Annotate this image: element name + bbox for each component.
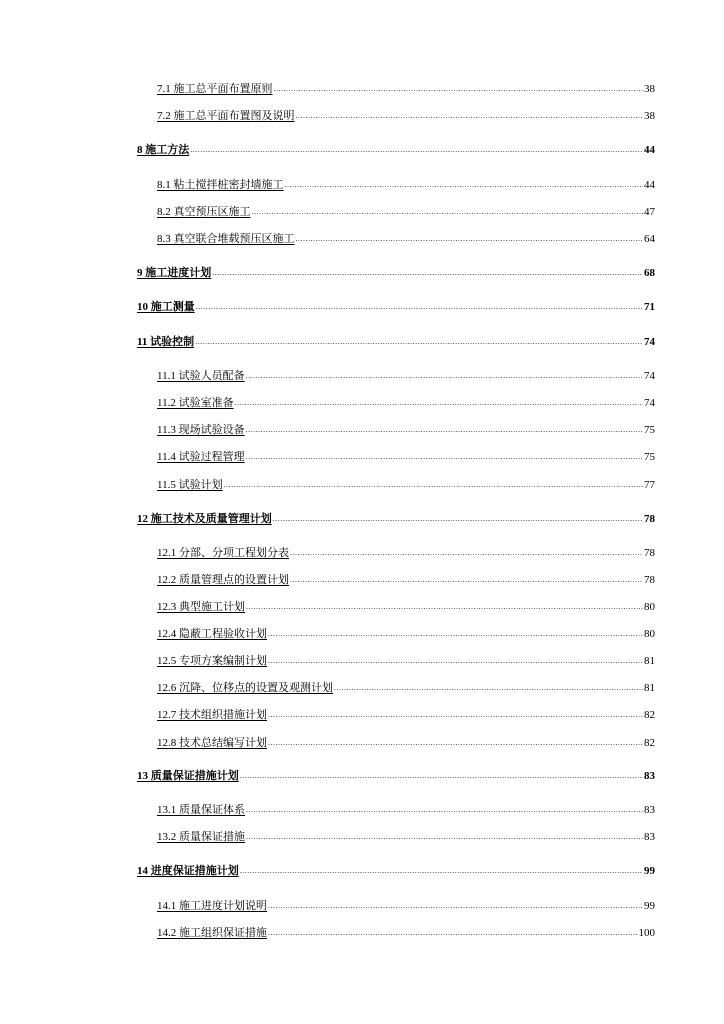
dot-leader — [212, 268, 643, 280]
toc-entry-page: 100 — [638, 927, 655, 939]
toc-entry-page: 83 — [644, 770, 655, 782]
toc-entry-title: 7.1 施工总平面布置原则 — [157, 83, 273, 95]
toc-entry-11[interactable] — [137, 333, 655, 349]
toc-entry-title: 12.5 专项方案编制计划 — [157, 655, 267, 667]
dot-leader — [246, 602, 643, 614]
toc-entry-page: 68 — [644, 267, 655, 279]
toc-entry-title: 12.2 质量管理点的设置计划 — [157, 574, 289, 586]
dot-leader — [273, 514, 643, 526]
toc-entry-title: 12.7 技术组织措施计划 — [157, 709, 267, 721]
toc-entry-8-1[interactable] — [157, 176, 655, 192]
toc-entry-page: 75 — [644, 451, 655, 463]
toc-entry-page: 99 — [644, 865, 655, 877]
toc-entry-11-4[interactable] — [157, 448, 655, 464]
toc-entry-page: 78 — [644, 574, 655, 586]
toc-entry-title: 12.4 隐蔽工程验收计划 — [157, 628, 267, 640]
toc-entry-12-8[interactable] — [157, 734, 655, 750]
toc-entry-page: 77 — [644, 479, 655, 491]
toc-entry-page: 83 — [644, 831, 655, 843]
toc-entry-12-2[interactable] — [157, 571, 655, 587]
toc-entry-title: 14.2 施工组织保证措施 — [157, 927, 267, 939]
toc-entry-8-2[interactable] — [157, 203, 655, 219]
toc-entry-page: 47 — [644, 206, 655, 218]
toc-entry-page: 82 — [644, 709, 655, 721]
toc-entry-page: 64 — [644, 233, 655, 245]
toc-entry-12[interactable] — [137, 510, 655, 526]
toc-entry-13-1[interactable] — [157, 801, 655, 817]
dot-leader — [235, 398, 643, 410]
toc-entry-title: 11.4 试验过程管理 — [157, 451, 245, 463]
dot-leader — [290, 548, 643, 560]
dot-leader — [296, 111, 644, 123]
toc-entry-title: 14 进度保证措施计划 — [137, 865, 239, 877]
dot-leader — [268, 710, 643, 722]
toc-entry-title: 8.1 粘土搅拌桩密封墙施工 — [157, 179, 284, 191]
toc-entry-page: 75 — [644, 424, 655, 436]
dot-leader — [334, 683, 643, 695]
dot-leader — [224, 480, 643, 492]
toc-entry-title: 11.3 现场试验设备 — [157, 424, 245, 436]
toc-entry-7-1[interactable] — [157, 80, 655, 96]
dot-leader — [268, 656, 643, 668]
dot-leader — [195, 337, 643, 349]
toc-entry-page: 80 — [644, 628, 655, 640]
dot-leader — [190, 145, 643, 157]
toc-entry-title: 12.1 分部、分项工程划分表 — [157, 547, 289, 559]
toc-entry-page: 78 — [644, 513, 655, 525]
toc-entry-title: 12.8 技术总结编写计划 — [157, 737, 267, 749]
toc-entry-page: 74 — [644, 336, 655, 348]
dot-leader — [240, 771, 643, 783]
toc-entry-11-3[interactable] — [157, 421, 655, 437]
toc-entry-title: 12.6 沉降、位移点的设置及观测计划 — [157, 682, 333, 694]
toc-entry-title: 7.2 施工总平面布置图及说明 — [157, 110, 295, 122]
toc-entry-page: 80 — [644, 601, 655, 613]
dot-leader — [240, 866, 643, 878]
toc-entry-8[interactable] — [137, 141, 655, 157]
dot-leader — [246, 832, 643, 844]
dot-leader — [268, 928, 638, 940]
dot-leader — [285, 180, 644, 192]
toc-entry-page: 44 — [644, 144, 655, 156]
toc-entry-11-2[interactable] — [157, 394, 655, 410]
toc-entry-13[interactable] — [137, 767, 655, 783]
dot-leader — [268, 629, 643, 641]
dot-leader — [252, 207, 644, 219]
toc-entry-14-2[interactable] — [157, 924, 655, 940]
dot-leader — [296, 234, 644, 246]
dot-leader — [274, 84, 644, 96]
dot-leader — [290, 575, 643, 587]
toc-entry-11-5[interactable] — [157, 476, 655, 492]
toc-entry-9[interactable] — [137, 264, 655, 280]
toc-entry-8-3[interactable] — [157, 230, 655, 246]
toc-entry-12-4[interactable] — [157, 625, 655, 641]
dot-leader — [268, 901, 643, 913]
toc-entry-title: 8 施工方法 — [137, 144, 190, 156]
toc-entry-title: 13.2 质量保证措施 — [157, 831, 245, 843]
toc-entry-14-1[interactable] — [157, 897, 655, 913]
toc-entry-13-2[interactable] — [157, 828, 655, 844]
dot-leader — [196, 302, 643, 314]
toc-entry-page: 83 — [644, 804, 655, 816]
toc-entry-title: 8.2 真空预压区施工 — [157, 206, 251, 218]
toc-entry-page: 44 — [644, 179, 655, 191]
toc-entry-title: 11 试验控制 — [137, 336, 195, 348]
dot-leader — [246, 425, 643, 437]
toc-entry-title: 13 质量保证措施计划 — [137, 770, 239, 782]
toc-entry-title: 13.1 质量保证体系 — [157, 804, 245, 816]
toc-entry-page: 74 — [644, 370, 655, 382]
toc-entry-title: 8.3 真空联合堆载预压区施工 — [157, 233, 295, 245]
dot-leader — [246, 805, 643, 817]
toc-entry-page: 74 — [644, 397, 655, 409]
toc-entry-page: 38 — [644, 83, 655, 95]
dot-leader — [268, 738, 643, 750]
toc-entry-title: 11.2 试验室准备 — [157, 397, 234, 409]
toc-entry-title: 14.1 施工进度计划说明 — [157, 900, 267, 912]
toc-entry-page: 71 — [644, 301, 655, 313]
toc-entry-page: 99 — [644, 900, 655, 912]
toc-entry-title: 12.3 典型施工计划 — [157, 601, 245, 613]
toc-entry-page: 81 — [644, 682, 655, 694]
toc-entry-title: 11.5 试验计划 — [157, 479, 223, 491]
toc-entry-title: 9 施工进度计划 — [137, 267, 212, 279]
toc-entry-title: 12 施工技术及质量管理计划 — [137, 513, 272, 525]
toc-entry-14[interactable] — [137, 862, 655, 878]
toc-entry-title: 11.1 试验人员配备 — [157, 370, 245, 382]
toc-entry-12-7[interactable] — [157, 706, 655, 722]
toc-entry-12-1[interactable] — [157, 544, 655, 560]
toc-entry-page: 78 — [644, 547, 655, 559]
toc-entry-12-6[interactable] — [157, 679, 655, 695]
toc-entry-12-3[interactable] — [157, 598, 655, 614]
toc-entry-7-2[interactable] — [157, 107, 655, 123]
toc-entry-page: 82 — [644, 737, 655, 749]
toc-entry-page: 81 — [644, 655, 655, 667]
toc-entry-11-1[interactable] — [157, 367, 655, 383]
dot-leader — [246, 371, 643, 383]
toc-entry-title: 10 施工测量 — [137, 301, 195, 313]
toc-entry-page: 38 — [644, 110, 655, 122]
toc-entry-10[interactable] — [137, 298, 655, 314]
toc-entry-12-5[interactable] — [157, 652, 655, 668]
dot-leader — [246, 452, 643, 464]
